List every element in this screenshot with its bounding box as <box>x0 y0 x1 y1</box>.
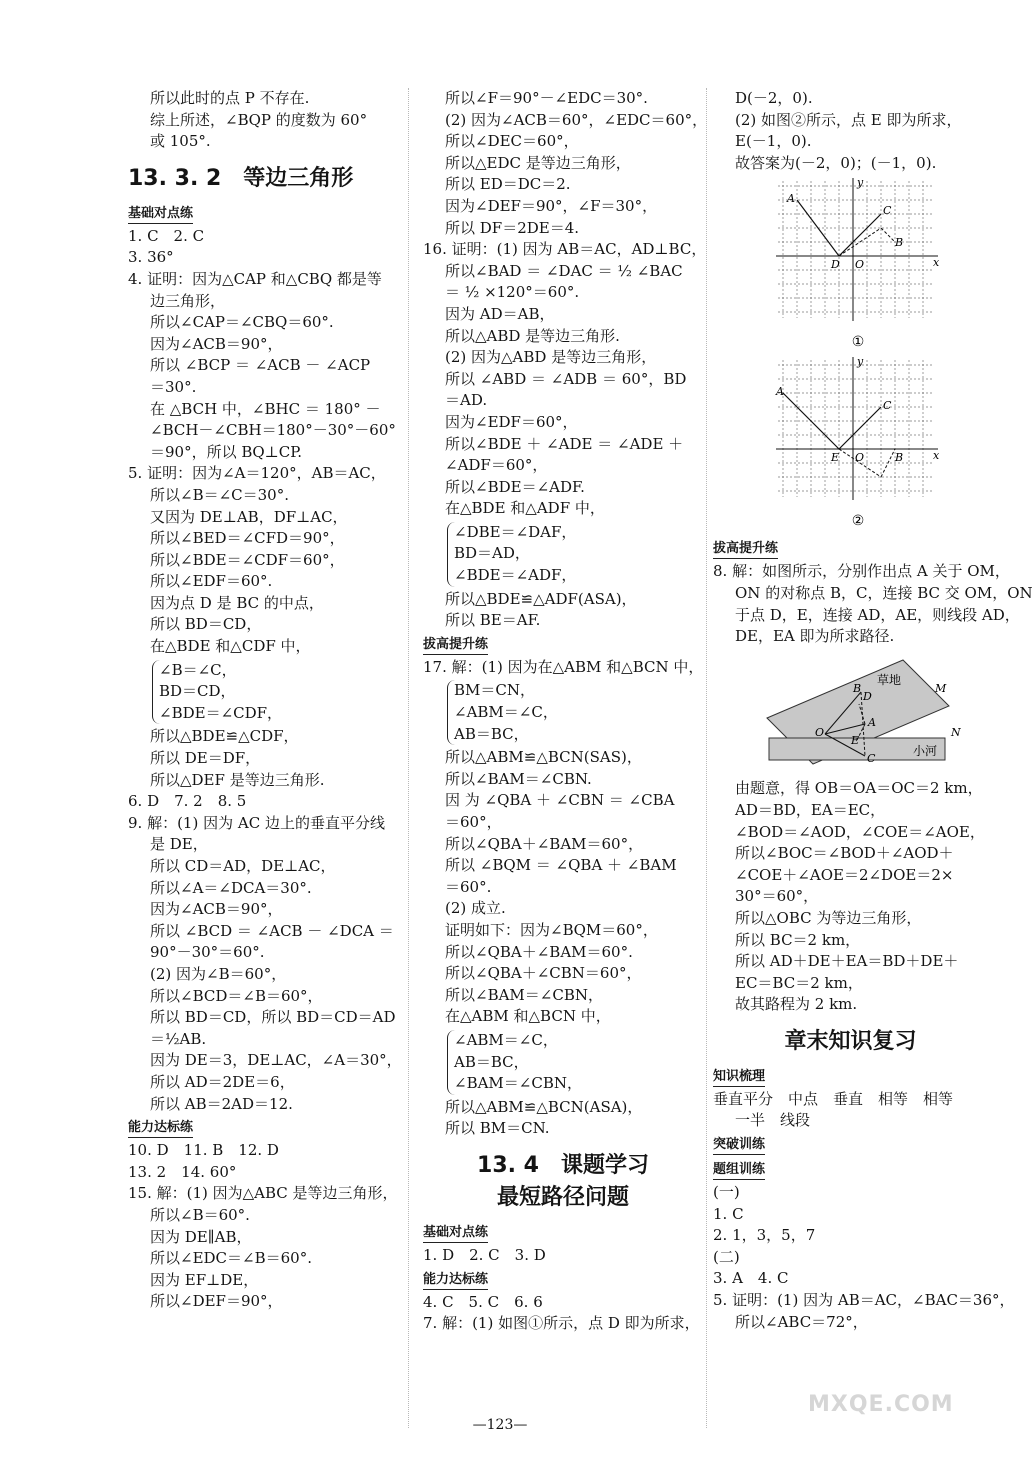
answer-line: 所以∠BAM＝∠CBN， <box>445 985 603 1004</box>
brace-line: AB＝BC， <box>454 724 529 743</box>
answer-line: 故其路程为 2 km. <box>735 995 858 1014</box>
grassland-label: 草地 <box>877 672 902 687</box>
answer-line: 所以 ∠ABD ＝ ∠ADB ＝ 60°，BD <box>445 369 687 388</box>
figure-caption: ① <box>851 334 865 351</box>
brace-group <box>447 522 703 587</box>
brace-line: ∠ABM＝∠C， <box>454 1030 558 1049</box>
answer-line: 所以 AD＝2DE＝6， <box>150 1072 295 1091</box>
figure-caption: ② <box>851 513 865 530</box>
text-line: 或 105°. <box>150 132 211 151</box>
brace-line: ∠DBE＝∠DAF， <box>454 522 577 541</box>
section-title: 13. 3. 2 等边三角形 <box>128 165 354 191</box>
answer-line: 在△BDE 和△ADF 中， <box>445 499 605 518</box>
point-label-e: E <box>851 733 860 747</box>
answer-line: 所以∠BDE ＋ ∠ADE ＝ ∠ADE ＋ <box>445 434 684 453</box>
brace-line: ∠BAM＝∠CBN， <box>454 1074 582 1093</box>
point-label-b: B <box>895 236 904 250</box>
subsection-label: 突破训练 <box>713 1135 765 1155</box>
answer-line: 垂直平分 中点 垂直 相等 相等 <box>713 1089 954 1108</box>
point-label-b: B <box>853 681 862 695</box>
column-divider <box>706 88 707 1428</box>
answer-line: 边三角形， <box>150 291 226 310</box>
subsection-label: 拔高提升练 <box>423 635 488 655</box>
answer-line: 所以 DE＝DF， <box>150 749 261 768</box>
answer-line: 因 为 ∠QBA ＋ ∠CBN ＝ ∠CBA <box>445 791 675 810</box>
point-label-o: O <box>815 725 825 739</box>
scene-figure <box>753 654 988 773</box>
point-label-c: C <box>867 751 876 765</box>
answer-line: 所以∠QBA＋∠BAM＝60°. <box>445 942 633 961</box>
page-number: —123— <box>472 1417 528 1433</box>
section-title: 13. 4 课题学习 <box>477 1152 649 1178</box>
brace-group <box>152 660 396 725</box>
answer-line: 1. C 2. C <box>128 226 205 245</box>
answer-line: 1. C <box>713 1204 744 1223</box>
answer-line: ＝30°. <box>150 377 197 396</box>
answer-line: 所以∠QBA＋∠BAM＝60°， <box>445 834 644 853</box>
answer-line: 17. 解：(1) 因为在△ABM 和△BCN 中， <box>423 657 704 676</box>
point-label-e: E <box>831 451 840 465</box>
answer-line: 所以∠A＝∠DCA＝30°. <box>150 878 312 897</box>
answer-line: (二) <box>713 1247 740 1266</box>
answer-line: 2. 1，3，5，7 <box>713 1226 816 1245</box>
section-title: 章末知识复习 <box>784 1028 917 1054</box>
answer-line: (2) 因为△ABD 是等边三角形， <box>445 348 657 367</box>
answer-line: (2) 因为∠B＝60°， <box>150 964 287 983</box>
answer-line: ＝ ½ ×120°＝60°. <box>445 283 580 302</box>
answer-line: (一) <box>713 1183 740 1202</box>
answer-line: 所以∠DEF＝90°， <box>150 1292 283 1311</box>
grid-figure-1 <box>773 178 943 353</box>
text-line: 综上所述，∠BQP 的度数为 60° <box>150 110 368 129</box>
answer-line: 16. 证明：(1) 因为 AB＝AC，AD⊥BC， <box>423 240 707 259</box>
answer-line: 所以△BDE≌△CDF， <box>150 727 299 746</box>
answer-line: 所以△BDE≌△ADF(ASA)， <box>445 589 637 608</box>
answer-line: 所以△ABD 是等边三角形. <box>445 326 620 345</box>
answer-line: 所以∠ABC＝72°， <box>735 1312 868 1331</box>
answer-line: 13. 2 14. 60° <box>128 1162 237 1181</box>
answer-line: 因为 DE＝3，DE⊥AC，∠A＝30°， <box>150 1051 402 1070</box>
answer-line: 证明如下：因为∠BQM＝60°， <box>445 920 658 939</box>
answer-line: (2) 成立. <box>445 899 506 918</box>
answer-line: 所以 AD＋DE＋EA＝BD＋DE＋ <box>735 952 959 971</box>
answer-line: 所以△DEF 是等边三角形. <box>150 770 325 789</box>
answer-line: ∠ADF＝60°， <box>445 456 548 475</box>
answer-line: AD＝BD，EA＝EC， <box>735 800 886 819</box>
answer-line: 6. D 7. 2 8. 5 <box>128 792 247 811</box>
answer-line: 在△ABM 和△BCN 中， <box>445 1007 611 1026</box>
answer-line: EC＝BC＝2 km， <box>735 973 863 992</box>
answer-line: ON 的对称点 B，C，连接 BC 交 OM，ON <box>735 583 1033 602</box>
watermark-logo: MXQE.COM <box>808 1392 954 1417</box>
answer-line: 所以∠BED＝∠CFD＝90°， <box>150 529 345 548</box>
answer-line: 所以 CD＝AD，DE⊥AC， <box>150 857 336 875</box>
answer-line: 因为∠EDF＝60°， <box>445 412 578 431</box>
answer-line: ＝90°，所以 BQ⊥CP. <box>150 442 303 461</box>
brace-group <box>447 680 703 745</box>
answer-line: 3. 36° <box>128 248 174 267</box>
point-label-c: C <box>883 399 892 413</box>
river-label: 小河 <box>913 743 938 758</box>
section-subtitle: 最短路径问题 <box>496 1184 629 1210</box>
answer-line: 10. D 11. B 12. D <box>128 1141 279 1160</box>
text-line: 所以∠DEC＝60°， <box>445 132 579 151</box>
answer-line: 因为点 D 是 BC 的中点， <box>150 593 324 612</box>
subsection-label: 拔高提升练 <box>713 539 778 559</box>
column-3 <box>713 88 1033 1333</box>
answer-line: 所以 ∠BCP ＝ ∠ACB － ∠ACP <box>150 356 371 375</box>
point-label-n: N <box>951 725 961 739</box>
answer-line: 所以∠EDC＝∠B＝60°. <box>150 1249 312 1268</box>
answer-line: 是 DE， <box>150 835 208 854</box>
subsection-label: 基础对点练 <box>423 1223 488 1243</box>
figure-2 <box>773 357 988 532</box>
answer-line: 所以∠BCD＝∠B＝60°， <box>150 986 323 1005</box>
answer-line: 于点 D，E，连接 AD，AE，则线段 AD， <box>735 605 1020 624</box>
answer-line: 所以△ABM≌△BCN(SAS)， <box>445 748 642 767</box>
answer-line: 3. A 4. C <box>713 1269 789 1288</box>
figure-1 <box>773 178 988 353</box>
brace-line: BD＝CD， <box>159 682 236 701</box>
answer-line: 30°＝60°， <box>735 887 819 906</box>
x-axis-label: x <box>933 449 940 463</box>
y-axis-label: y <box>857 176 864 190</box>
answer-line: ∠COE＋∠AOE＝2∠DOE＝2× <box>735 865 954 884</box>
brace-line: BD＝AD， <box>454 544 530 563</box>
text-line: 所以△EDC 是等边三角形， <box>445 153 631 172</box>
answer-line: 所以∠EDF＝60°. <box>150 572 273 591</box>
point-label-b: B <box>895 451 904 465</box>
answer-line: 所以△ABM≌△BCN(ASA)， <box>445 1097 643 1116</box>
answer-line: ∠BOD＝∠AOD，∠COE＝∠AOE， <box>735 822 985 841</box>
answer-line: 5. 证明：因为∠A＝120°，AB＝AC， <box>128 464 386 483</box>
subsection-label: 能力达标练 <box>128 1118 193 1138</box>
answer-line: 又因为 DE⊥AB，DF⊥AC， <box>150 507 348 526</box>
answer-line: 所以∠BOC＝∠BOD＋∠AOD＋ <box>735 844 954 863</box>
subsection-label: 能力达标练 <box>423 1270 488 1290</box>
answer-line: ∠BCH－∠CBH＝180°－30°－60° <box>150 421 396 440</box>
point-label-o: O <box>855 258 865 272</box>
answer-line: 因为∠ACB＝90°， <box>150 900 283 919</box>
text-line: 所以∠F＝90°－∠EDC＝30°. <box>445 89 648 107</box>
point-label-a: A <box>868 715 876 729</box>
subsection-label: 基础对点练 <box>128 204 193 224</box>
answer-line: 所以 ∠BQM ＝ ∠QBA ＋ ∠BAM <box>445 856 677 875</box>
grid-figure-2 <box>773 357 943 532</box>
answer-line: 所以 BE＝AF. <box>445 611 541 630</box>
answer-line: 7. 解：(1) 如图①所示，点 D 即为所求， <box>423 1314 700 1333</box>
brace-line: ∠ABM＝∠C， <box>454 703 558 722</box>
brace-line: BM＝CN， <box>454 681 535 700</box>
answer-line: 由题意，得 OB＝OA＝OC＝2 km， <box>735 779 983 798</box>
answer-line: 所以∠B＝60°. <box>150 1205 250 1224</box>
x-axis-label: x <box>933 256 940 270</box>
point-label-a: A <box>787 192 795 206</box>
answer-line: 因为 EF⊥DE， <box>150 1270 259 1289</box>
brace-line: ∠B＝∠C， <box>159 660 237 679</box>
subsection-label: 题组训练 <box>713 1160 765 1180</box>
text-line: 故答案为(－2，0)；(－1，0). <box>735 153 937 172</box>
answer-line: 9. 解：(1) 因为 AC 边上的垂直平分线 <box>128 813 385 832</box>
answer-line: 因为∠ACB＝90°， <box>150 334 283 353</box>
answer-line: 所以∠QBA＋∠CBN＝60°， <box>445 964 642 983</box>
answer-line: 所以∠BAM＝∠CBN. <box>445 769 592 788</box>
answer-line: 90°－30°＝60°. <box>150 943 265 962</box>
answer-line: ＝½AB. <box>150 1029 207 1048</box>
answer-line: 一半 线段 <box>735 1111 811 1130</box>
answer-line: 因为 DE∥AB， <box>150 1227 252 1246</box>
answer-line: 4. 证明：因为△CAP 和△CBQ 都是等 <box>128 269 382 288</box>
column-2 <box>423 88 708 1335</box>
point-label-m: M <box>935 681 947 695</box>
answer-line: 所以∠CAP＝∠CBQ＝60°. <box>150 313 334 332</box>
answer-line: 1. D 2. C 3. D <box>423 1245 546 1264</box>
text-line: (2) 因为∠ACB＝60°，∠EDC＝60°， <box>445 110 708 129</box>
point-label-o: O <box>855 451 865 465</box>
answer-line: 在 △BCH 中，∠BHC ＝ 180° － <box>150 399 381 418</box>
text-line: 因为∠DEF＝90°，∠F＝30°， <box>445 196 658 215</box>
brace-line: ∠BDE＝∠ADF， <box>454 566 577 585</box>
answer-line: 在△BDE 和△CDF 中， <box>150 637 311 656</box>
column-1 <box>128 88 402 1313</box>
y-axis-label: y <box>857 355 864 369</box>
answer-line: 所以 BD＝CD， <box>150 615 262 634</box>
answer-line: 所以△OBC 为等边三角形， <box>735 908 922 927</box>
answer-line: 所以∠B＝∠C＝30°. <box>150 485 289 504</box>
answer-line: 5. 证明：(1) 因为 AB＝AC，∠BAC＝36°， <box>713 1291 1015 1310</box>
answer-line: 所以 ∠BCD ＝ ∠ACB － ∠DCA ＝ <box>150 921 394 940</box>
grassland-river-figure <box>753 654 963 766</box>
brace-group <box>447 1030 703 1095</box>
text-line: 所以 ED＝DC＝2. <box>445 175 571 194</box>
text-line: E(－1，0). <box>735 132 812 151</box>
text-line: (2) 如图②所示，点 E 即为所求， <box>735 110 962 129</box>
answer-line: 4. C 5. C 6. 6 <box>423 1292 543 1311</box>
answer-line: 8. 解：如图所示，分别作出点 A 关于 OM， <box>713 562 1010 581</box>
brace-line: AB＝BC， <box>454 1052 529 1071</box>
answer-line: 所以 BD＝CD，所以 BD＝CD＝AD <box>150 1008 396 1027</box>
answer-line: 所以∠BDE＝∠ADF. <box>445 477 585 496</box>
point-label-c: C <box>883 204 892 218</box>
answer-line: 所以 BC＝2 km， <box>735 930 861 949</box>
point-label-d: D <box>863 689 872 703</box>
answer-line: ＝AD. <box>445 391 488 410</box>
answer-line: 所以∠BAD ＝ ∠DAC ＝ ½ ∠BAC <box>445 261 683 280</box>
brace-line: ∠BDE＝∠CDF， <box>159 703 283 722</box>
answer-line: ＝60°， <box>445 813 502 831</box>
answer-line: 因为 AD＝AB， <box>445 304 555 323</box>
answer-line: ＝60°. <box>445 877 492 896</box>
answer-line: 所以 BM＝CN. <box>445 1119 550 1138</box>
text-line: D(－2，0). <box>735 89 813 107</box>
answer-line: DE，EA 即为所求路径. <box>735 627 895 646</box>
subsection-label: 知识梳理 <box>713 1067 765 1087</box>
answer-line: 所以 AB＝2AD＝12. <box>150 1094 293 1113</box>
answer-line: 15. 解：(1) 因为△ABC 是等边三角形， <box>128 1184 398 1203</box>
text-line: 所以此时的点 P 不存在. <box>150 89 310 107</box>
text-line: 所以 DF＝2DE＝4. <box>445 218 580 237</box>
point-label-a: A <box>776 385 784 399</box>
point-label-d: D <box>831 258 840 272</box>
answer-line: 所以∠BDE＝∠CDF＝60°， <box>150 550 345 569</box>
column-divider <box>408 88 409 1428</box>
